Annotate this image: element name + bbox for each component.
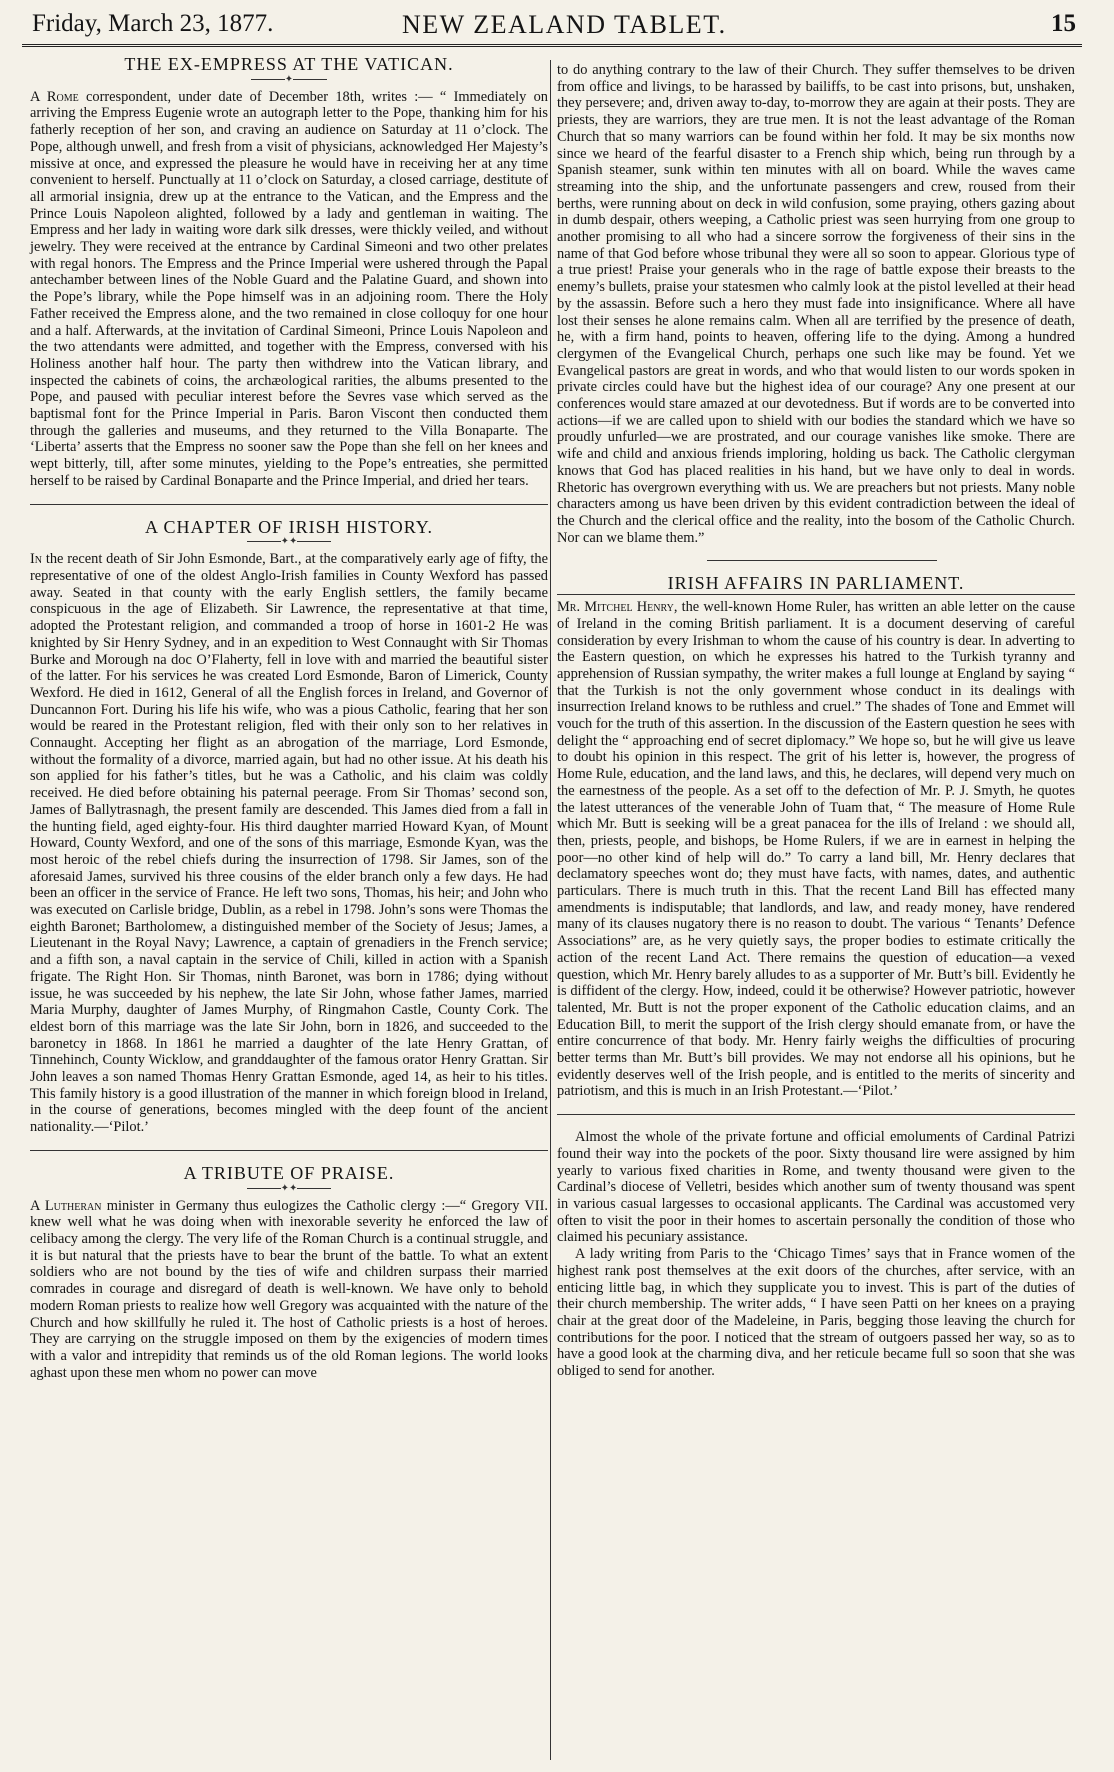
masthead (22, 8, 1082, 47)
article-misc (557, 1129, 1075, 1380)
newspaper-title: NEW ZEALAND TABLET. (402, 10, 727, 39)
article-irish-history (30, 516, 548, 1136)
column-divider (550, 60, 551, 1760)
article-title: IRISH AFFAIRS IN PARLIAMENT. (667, 573, 965, 594)
ornament-divider: ✦✦ (30, 1184, 548, 1194)
article-body (30, 89, 548, 490)
lead-in: A Rome (30, 88, 79, 105)
article-tribute (30, 1162, 548, 1381)
article-text: correspondent, under date of December 18th, writes :— “ Immediately on arriving the Empress Eugenie wrote an autograph letter to the Pope, thanking him for his fatherly reception of her son, and craving an audience on Saturday at 11 o’clock. The Pope, although unwell, and fresh from a visit of physicians, acknowledged Her Majesty’s missive at once, and expressed the pleasure he would have in receiving her at any time convenient to herself. Punctually at 11 o’clock on Saturday, a closed carriage, destitute of all armorial insignia, drew up at the entrance to the Vatican, and the Empress and the Prince Louis Napoleon alighted, followed by a lady and gentleman in waiting. The Empress and her lady in waiting wore dark silk dresses, were thickly veiled, and without jewelry. They were received at the entrance by Cardinal Simeoni and two other prelates with regal honors. The Empress and the Prince Imperial were ushered through the Papal antechamber between lines of the Noble Guard and the Palatine Guard, and shown into the Pope’s library, while the Pope himself was in an adjoining room. There the Holy Father received the Empress alone, and the two remained in close colloquy for one hour and a half. Afterwards, at the invitation of Cardinal Simeoni, Prince Louis Napoleon and the two attendants were admitted, and together with the Empress, conversed with his Holiness another half hour. The party then withdrew into the Vatican library, and inspected the cabinets of coins, the archæological rarities, the albums presented to the Pope, and paused with peculiar interest before the Sevres vase which served as the baptismal font for the Prince Imperial in Paris. Baron Viscont then conducted them through the galleries and museums, and they returned to the Villa Bonaparte. The ‘Liberta’ asserts that the Empress no sooner saw the Pope than she fell on her knees and wept bitterly, till, after some minutes, yielding to the Pope’s entreaties, she permitted herself to be raised by Cardinal Bonaparte and the Prince Imperial, and dried her tears. (30, 88, 548, 489)
lead-in: In (30, 551, 43, 568)
article-body (30, 551, 548, 1136)
lead-in: A Lutheran (30, 1197, 102, 1214)
article-title: THE EX-EMPRESS AT THE VATICAN. (124, 54, 454, 74)
title-rule (557, 594, 1075, 595)
article-text: the well-known Home Ruler, has written an able letter on the cause of Ireland in the coming British parliament. It is a document deserving of careful consideration by every Irishman to whom the cause of his country is dear. In adverting to the Eastern question, on which he expresses his hatred to the Turkish tyranny and apprehension of Russian sympathy, the writer makes a full lounge at England by saying “ that the Turkish is not the only government whose conduct in its dealings with insurrection Ireland knows to be ruthless and cruel.” The shades of Tone and Emmet will vouch for the truth of this assertion. In the discussion of the Eastern question he sees with delight the “ approaching end of secret diplomacy.” We hope so, but he will give us leave to doubt his opinion in this respect. The grit of his letter is, however, the progress of Home Rule, education, and the land laws, and this, he declares, will depend very much on the earnestness of the people. As a set off to the defection of Mr. P. J. Smyth, he quotes the latest utterances of the venerable John of Tuam that, “ The measure of Home Rule which Mr. Butt is seeking will be a great panacea for the ills of Ireland : we should all, then, priests, people, and bishops, be Home Rulers, if we are in earnest in helping the poor—no other kind of help will do.” To carry a land bill, Mr. Henry declares that declamatory speeches wont do; they must have facts, with names, dates, and authentic particulars. There is much truth in this. That the recent Land Bill has effected many amendments is indisputable; that landlords, and law, and ready money, have rendered many of its clauses nugatory there is no reason to doubt. The various “ Tenants’ Defence Associations” are, as he very quietly says, the proper bodies to estimate critically the action of the recent Land Act. There remains the question of education—a vexed question, which Mr. Henry barely alludes to as a supporter of Mr. Butt’s bill. Evidently he is diffident of the clergy. How, indeed, could it be otherwise? However patriotic, however talented, Mr. Butt is not the proper exponent of the Catholic education claims, and an Education Bill, to merit the support of the Irish clergy should emanate from, or have the entire concurrence of that body. Mr. Henry fairly weighs the difficulties of procuring better terms than Mr. Butt’s bill provides. We may not endorse all his opinions, but he evidently deserves well of the Irish people, and is entitled to the merits of sincerity and patriotism, and this is much in an Irish Protestant.—‘Pilot.’ (557, 599, 1075, 1100)
section-rule (557, 1114, 1075, 1115)
article-text: minister in Germany thus eulogizes the Catholic clergy :—“ Gregory VII. knew well what he was doing when with inexorable severity he enforced the law of celibacy among the clergy. The very life of the Roman Church is a continual struggle, and it is but natural that the priests have to bear the brunt of the battle. To what an extent soldiers who are not bound by the ties of wife and children surpass their married comrades in courage and disregard of death is well-known. We have only to behold modern Roman priests to realize how well Gregory was acquainted with the nature of the Church and how skillfully he ruled it. The host of Catholic priests is a host of heroes. They are carrying on the struggle imposed on them by the exigencies of modern times with a valor and intrepidity that reminds us of the old Roman legions. The world looks aghast upon these men whom no power can move (30, 1197, 548, 1381)
left-column (30, 56, 548, 1761)
article-text: the recent death of Sir John Esmonde, Bart., at the comparatively early age of fifty, the representative of one of the oldest Anglo-Irish families in County Wexford has passed away. Seated in that county with the early English settlers, the family became conspicuous in the age of Elizabeth. Sir Lawrence, the representative at that time, adopted the Protestant religion, and commanded a troop of horse in 1601-2 He was knighted by Sir Henry Sydney, and in an expedition to West Connaught with Sir Thomas Burke and Morough na doc O’Flaherty, fell in love with and married the beautiful sister of the latter. For his services he was created Lord Esmonde, Baron of Limerick, County Wexford. He died in 1612, General of all the English forces in Ireland, and Governor of Duncannon Fort. During his life his wife, who was a pious Catholic, fearing that her son would be reared in the Protestant religion, fled with their only son to her relatives in Connaught. Accepting her flight as an abrogation of the marriage, Lord Esmonde, without the formality of a divorce, married again, but had no other issue. At his death his son applied for his father’s titles, but he was a Catholic, and his claim was coldly received. He died before obtaining his paternal peerage. From Sir Thomas’ second son, James of Ballytrasnagh, the present family are descended. This James died from a fall in the hunting field, aged eighty-four. His third daughter married Howard Kyan, of Mount Howard, County Wexford, and one of the sons of this marriage, Esmonde Kyan, was the most heroic of the rebel chiefs during the insurrection of 1798. Sir James, son of the aforesaid James, survived his three cousins of the elder branch only a few days. He had been an officer in the service of France. He left two sons, Thomas, his heir; and John who was executed on Carlisle bridge, Dublin, as a rebel in 1798. John’s sons were Thomas the eighth Baronet; Bartholomew, a distinguished member of the Society of Jesus; James, a Lieutenant in the Royal Navy; Lawrence, a captain of grenadiers in the French service; and a fifth son, a naval captain in the service of Chili, killed in action with a Spanish frigate. The Right Hon. Sir Thomas, ninth Baronet, was born in 1786; dying without issue, he was succeeded by his nephew, the late Sir John, whose father James, married Maria Murphy, daughter of James Murphy, of Ringmahon Castle, County Cork. The eldest born of this marriage was the late Sir John, born in 1826, and succeeded to the baronetcy in 1868. In 1861 he married a daughter of the late Henry Grattan, of Tinnehinch, County Wicklow, and granddaughter of the famous orator Henry Grattan. Sir John leaves a son named Thomas Henry Grattan Esmonde, aged 14, as heir to his titles. This family history is a good illustration of the manner in which foreign blood in Ireland, in the course of generations, becomes mingled with the deep fount of the ancient nationality.—‘Pilot.’ (30, 551, 548, 1136)
article-body (557, 599, 1075, 1100)
ornament-divider: ✦✦ (30, 537, 548, 547)
issue-date: Friday, March 23, 1877. (32, 10, 274, 37)
paragraph-patti: A lady writing from Paris to the ‘Chicago Times’ says that in France women of the highest rank post themselves at the exit doors of the churches, after service, with an enticing little bag, in which they supplicate you to invest. This is part of the duties of their church membership. The writer adds, “ I have seen Patti on her knees on a praying chair at the great door of the Madeleine, in Paris, begging those leaving the church for contributions for the poor. I noticed that the stream of outgoers passed her way, so as to have a good look at the charming diva, and her reticule became full so soon that she was obliged to send for another. (557, 1246, 1075, 1380)
article-irish-affairs (557, 575, 1075, 1100)
article-tribute-continued (557, 62, 1075, 546)
article-ex-empress (30, 56, 548, 490)
section-rule (30, 1150, 548, 1151)
article-body: to do anything contrary to the law of their Church. They suffer themselves to be driven from office and livings, to be harassed by bailiffs, to be cast into prisons, but, unshaken, they persevere; and, driven away to-day, to-morrow they are again at their posts. They are priests, they are warriors, they are true men. It is not the least advantage of the Roman Church that so many warriors can be found within her fold. It may be six months now since we heard of the fearful disaster to a French ship which, being run through by a Spanish steamer, sunk within ten minutes with all on board. While the waves came streaming into the ship, and the unfortunate passengers and crew, roused from their berths, were running about on deck in wild confusion, some praying, others gazing about in dumb despair, others weeping, a Catholic priest was seen hurrying from one group to another promising to all who had a sincere sorrow the forgiveness of their sins in the name of that God before whose tribunal they were all so soon to appear. Glorious type of a true priest! Praise your generals who in the rage of battle expose their breasts to the enemy’s bullets, praise your statesmen who calmly look at the pistol levelled at their head by the assassin. Before such a hero they must fade into insignificance. Where all have lost their senses he alone remains calm. When all are terrified by the presence of death, he, with a firm hand, points to heaven, offering life to the dying. Among a hundred clergymen of the Evangelical Church, perhaps one such like may be found. Yet we Evangelical pastors are great in words, and who that would listen to our words spoken in private circles could have but the highest idea of our courage? Any one present at our conferences would stare amazed at our devotedness. But if words are to be converted into actions—if we are called upon to shield with our bodies the standard which we have so proudly unfurled—we are prostrated, and our courage vanishes like smoke. There are wife and child and anxious friends imploring, holding us back. The Catholic clergyman knows that God has placed realities in his hand, but we have only to deal in words. Rhetoric has overgrown everything with us. We are preachers but not priests. Many noble characters among us have been driven by this evident contradiction between the ideal of the Church and the clerical office and the reality, into the bosom of the Catholic Church. Nor can we blame them.” (557, 62, 1075, 546)
right-column (557, 62, 1075, 1767)
lead-in: Mr. Mitchel Henry, (557, 599, 678, 616)
section-rule (707, 560, 937, 561)
article-title: A CHAPTER OF IRISH HISTORY. (145, 516, 433, 537)
section-rule (30, 504, 548, 505)
ornament-divider: ✦ (30, 75, 548, 85)
article-body (30, 1198, 548, 1382)
paragraph-patrizi: Almost the whole of the private fortune and official emoluments of Cardinal Patrizi found their way into the pockets of the poor. Sixty thousand lire were assigned by him yearly to various fixed charities in Rome, and twenty thousand were given to the Cardinal’s diocese of Velletri, besides which another sum of twenty thousand was spent in various casual largesses to occasional applicants. The Cardinal was accustomed very often to visit the poor in their homes to ascertain personally the condition of those who claimed his pecuniary assistance. (557, 1129, 1075, 1246)
article-title: A TRIBUTE OF PRAISE. (183, 1162, 395, 1183)
page-number: 15 (1051, 10, 1076, 37)
